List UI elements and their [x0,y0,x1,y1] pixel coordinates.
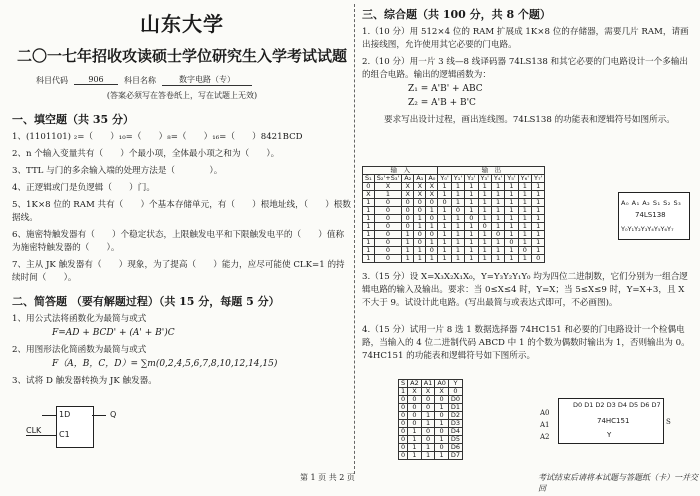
ls138-cell: 1 [518,255,531,263]
ls138-cell: 1 [363,199,375,207]
ff-c1: C1 [59,430,70,439]
hc151-cell: 0 [399,396,408,404]
ls138-cell: 0 [414,199,426,207]
s2-f2: F（A，B，C，D）= ∑m(0,2,4,5,6,7,8,10,12,14,15) [52,359,278,369]
hc151-cell: 1 [435,452,449,460]
ls138-cell: X [363,191,375,199]
hc151-cell: 0 [421,404,435,412]
s1-q4: 4、正逻辑或门是负逻辑（ ）门。 [12,183,155,193]
ls138-cell: 1 [426,239,438,247]
ls138-cell: 0 [402,223,414,231]
hc151-cell: 1 [421,412,435,420]
ls138-cell: 0 [426,215,438,223]
ls138-cell: 1 [465,239,478,247]
section2-title: 二、简答题 （要有解题过程）（共 15 分，每题 5 分） [12,295,280,308]
ls138-cell: 1 [491,199,504,207]
ls138-cell: 1 [465,223,478,231]
hc151-cell: 0 [435,396,449,404]
ls138-cell: 1 [478,199,491,207]
hc151-symbol [558,398,664,444]
s3-q2: 2.（10 分）用一片 3 线—8 线译码器 74LS138 和其它必要的门电路设计一个多输出的组合电路。输出的逻辑函数为： [362,57,689,80]
ls138-header-cell: A₁ [414,175,426,183]
ls138-cell: 1 [518,183,531,191]
hc151-chip-label: 74HC151 [597,417,630,425]
s3-q1: 1.（10 分）用 512×4 位的 RAM 扩展成 1K×8 位的存储器，需要几片 RAM，请画出接线图，允许使用其它必要的门电路。 [362,27,689,50]
ls138-cell: 0 [438,199,451,207]
ls138-cell: 1 [505,223,518,231]
ls138-cell: 1 [451,223,464,231]
ls138-cell: 0 [363,183,375,191]
hc151-cell: 1 [435,404,449,412]
answer-note: (答案必须写在答卷纸上，写在试题上无效) [106,91,258,100]
s2-q1: 1、用公式法将函数化为最简与或式 [12,314,147,324]
ls138-cell: 1 [402,239,414,247]
ls138-cell: 1 [532,183,545,191]
ls138-symbol [618,192,690,240]
ls138-cell: 1 [491,255,504,263]
ls138-cell: 1 [518,223,531,231]
hc151-cell: X [408,388,422,396]
ls138-cell: 1 [518,239,531,247]
ls138-header-cell: Y₃' [478,175,491,183]
ls138-cell: 1 [451,183,464,191]
ls138-cell: 1 [518,207,531,215]
s3-q2b: 要求写出设计过程，画出连线图。74LS138 的功能表和逻辑符号如图所示。 [384,115,675,125]
s1-q1: 1、(1101101) ₂=（ ）₁₀=（ ）₈=（ ）₁₆=（ ）8421BCD [12,132,303,142]
hc151-cell: 1 [408,428,422,436]
ls138-cell: 1 [505,231,518,239]
code-label: 科目代码 [36,75,68,85]
hc151-cell: 1 [421,420,435,428]
ls138-cell: 1 [505,247,518,255]
ls138-cell: 1 [491,215,504,223]
ls138-cell: 1 [438,215,451,223]
footer [0,470,700,493]
ls138-bottom-pins: Y₀Y₁Y₂Y₃Y₄Y₅Y₆Y₇ [621,225,674,233]
ls138-cell: 1 [363,239,375,247]
ls138-cell: 1 [518,215,531,223]
hc151-cell: 0 [435,412,449,420]
ff-q: Q [110,410,117,419]
ls138-cell: 0 [426,247,438,255]
ls138-cell: 0 [491,231,504,239]
ls138-cell: 1 [465,207,478,215]
ls138-cell: 1 [402,247,414,255]
ls138-cell: 1 [478,183,491,191]
ls138-cell: 1 [478,255,491,263]
ls138-cell: 1 [451,215,464,223]
s1-q7: 7、主从 JK 触发器有（ ）现象，为了提高（ ）能力，应尽可能使 CLK=1 的持续时间（ ）。 [12,260,345,283]
s3-q4: 4.（15 分）试用一片 8 选 1 数据选择器 74HC151 和必要的门电路设计一个检偶电路，当输入的 4 位二进制代码 ABCD 中 1 的个数为偶数时输出为 1，否则输出为 0。74HC151 的功能表和逻辑符号如下图所示。 [362,325,690,361]
ls138-cell: 1 [532,215,545,223]
ls138-cell: 0 [402,207,414,215]
hc151-cell: D2 [448,412,462,420]
ls138-cell: 1 [414,215,426,223]
ls138-cell: 1 [478,247,491,255]
ls138-cell: X [374,183,401,191]
ls138-header-cell: A₂ [402,175,414,183]
ls138-cell: 1 [414,255,426,263]
hc151-cell: 0 [399,404,408,412]
hc151-cell: 1 [435,436,449,444]
hc151-cell: D7 [448,452,462,460]
ls138-cell: 1 [465,191,478,199]
z2: Z₂ = A'B + B'C [408,98,476,108]
hc151-cell: 0 [399,452,408,460]
ls138-cell: 1 [363,207,375,215]
ls138-cell: 1 [505,215,518,223]
ls138-input-label: 输 入 [363,167,438,175]
ls138-cell: 1 [532,231,545,239]
ls138-cell: 0 [414,207,426,215]
ls138-cell: 1 [478,191,491,199]
ls138-cell: 0 [505,239,518,247]
ls138-cell: 1 [518,199,531,207]
hc151-cell: X [421,388,435,396]
ls138-cell: 0 [374,247,401,255]
ls138-header-cell: Y₁' [451,175,464,183]
ls138-cell: 1 [491,191,504,199]
hc151-cell: 1 [408,444,422,452]
ls138-cell: X [414,191,426,199]
hc151-cell: 0 [421,428,435,436]
ls138-output-label: 输 出 [438,167,545,175]
s1-q3: 3、TTL 与门的多余输入端的处理方法是（ ）。 [12,166,223,176]
hc151-cell: 1 [421,452,435,460]
hc151-cell: D4 [448,428,462,436]
hc151-cell: 0 [408,396,422,404]
ls138-cell: 1 [532,223,545,231]
ls138-cell: 1 [532,191,545,199]
ls138-cell: 1 [414,247,426,255]
hc151-a1: A1 [540,421,550,429]
ls138-cell: 1 [438,207,451,215]
ls138-cell: X [426,183,438,191]
ls138-cell: 1 [438,255,451,263]
ls138-cell: 0 [465,215,478,223]
subject-label: 科目名称 [124,75,156,85]
hc151-cell: 0 [421,396,435,404]
d-flipflop-diagram [26,406,136,456]
hc151-cell: 1 [399,388,408,396]
hc151-cell: 0 [435,444,449,452]
hc151-cell: X [435,388,449,396]
column-divider [354,4,355,474]
subject-code: 906 [74,75,118,85]
hc151-y: Y [607,431,612,439]
hc151-header-cell: A1 [421,380,435,388]
hc151-cell: 1 [435,420,449,428]
ls138-header-cell: Y₄' [491,175,504,183]
s2-q2: 2、用图形法化简函数为最简与或式 [12,345,147,355]
ls138-cell: 0 [374,239,401,247]
hc151-header-cell: S [399,380,408,388]
ls138-cell: 0 [374,231,401,239]
ls138-cell: 1 [478,207,491,215]
hc151-data-pins: D0 D1 D2 D3 D4 D5 D6 D7 [573,401,661,409]
hc151-row [399,452,463,460]
hc151-cell: 0 [399,428,408,436]
left-column [12,6,352,466]
ls138-cell: 0 [374,207,401,215]
s2-q3: 3、试将 D 触发器转换为 JK 触发器。 [12,376,157,386]
ls138-header-cell: Y₇' [532,175,545,183]
ls138-cell: 1 [438,247,451,255]
ls138-cell: 1 [451,191,464,199]
ls138-cell: 1 [505,255,518,263]
ls138-cell: 1 [363,231,375,239]
ff-1d: 1D [59,410,71,419]
ls138-cell: X [414,183,426,191]
ls138-cell: 0 [532,255,545,263]
ls138-cell: 1 [402,231,414,239]
ls138-cell: 1 [478,231,491,239]
ls138-cell: X [402,183,414,191]
hc151-a0: A0 [540,409,550,417]
section1-title: 一、填空题（共 35 分） [12,113,134,126]
ls138-cell: 1 [363,255,375,263]
ls138-cell: 1 [505,207,518,215]
ls138-cell: 1 [491,207,504,215]
hc151-cell: 0 [448,388,462,396]
ls138-cell: 1 [363,223,375,231]
right-column [362,6,692,476]
ls138-cell: 1 [465,183,478,191]
ls138-header-cell: Y₅' [505,175,518,183]
ls138-cell: 1 [491,247,504,255]
ls138-cell: 1 [491,223,504,231]
ls138-table-wrap [362,166,545,263]
ls138-cell: X [426,191,438,199]
hc151-cell: 0 [399,420,408,428]
s1-q6: 6、施密特触发器有（ ）个稳定状态，上限触发电平和下限触发电平的（ ）值称为施密特触发器的（ ）。 [12,230,345,253]
ls138-cell: 1 [518,231,531,239]
ls138-cell: 1 [518,191,531,199]
hc151-cell: D1 [448,404,462,412]
s2-f1: F=AD + BCD' + (A' + B')C [52,328,175,338]
hc151-cell: D3 [448,420,462,428]
ls138-row [363,255,545,263]
ls138-cell: 1 [491,239,504,247]
hc151-cell: 0 [399,444,408,452]
hc151-header-cell: Y [448,380,462,388]
ls138-header-cell: Y₀' [438,175,451,183]
subject-name: 数字电路（专） [162,74,252,86]
hc151-truth-table [398,379,463,460]
hc151-cell: 1 [408,436,422,444]
ls138-cell: 1 [363,247,375,255]
ls138-cell: 1 [451,247,464,255]
ls138-cell: 0 [518,247,531,255]
ls138-cell: 1 [426,223,438,231]
ls138-cell: 1 [438,183,451,191]
ls138-cell: 1 [478,215,491,223]
ls138-cell: 1 [465,199,478,207]
ls138-cell: 0 [414,239,426,247]
hc151-header-cell: A2 [408,380,422,388]
hc151-header-cell: A0 [435,380,449,388]
ls138-cell: 1 [532,239,545,247]
ls138-cell: 1 [451,255,464,263]
ls138-cell: 1 [451,239,464,247]
ls138-truth-table [362,166,545,263]
hc151-cell: 0 [399,436,408,444]
ls138-cell: 1 [363,215,375,223]
hc151-a2: A2 [540,433,550,441]
ls138-chip-label: 74LS138 [635,211,666,219]
ls138-cell: 0 [374,215,401,223]
exam-title: 二〇一七年招收攻读硕士学位研究生入学考试试题 [16,47,347,65]
section3-title: 三、综合题（共 100 分，共 8 个题） [362,8,551,21]
hc151-cell: D6 [448,444,462,452]
ls138-cell: 1 [465,247,478,255]
ls138-cell: X [402,191,414,199]
ls138-header-cell: S₂'+S₃' [374,175,401,183]
hc151-cell: 0 [408,404,422,412]
ls138-cell: 1 [532,199,545,207]
ls138-cell: 1 [505,191,518,199]
ls138-cell: 0 [426,231,438,239]
ls138-cell: 1 [426,207,438,215]
ls138-header-cell: S₁ [363,175,375,183]
ls138-cell: 1 [402,255,414,263]
ls138-header-cell: Y₂' [465,175,478,183]
ls138-cell: 1 [451,199,464,207]
ls138-cell: 1 [414,223,426,231]
hc151-table-wrap [398,379,463,460]
hc151-cell: 1 [421,444,435,452]
ls138-cell: 1 [438,231,451,239]
hc151-cell: D0 [448,396,462,404]
subject-meta [12,74,352,86]
ls138-cell: 1 [426,255,438,263]
hc151-s: S [666,418,671,426]
hc151-cell: 0 [408,412,422,420]
ls138-top-pins: A₀ A₁ A₂ S₁ S₂ S₃ [621,199,682,207]
hc151-cell: 1 [408,452,422,460]
s1-q2: 2、n 个输入变量共有（ ）个最小项，全体最小项之和为（ ）。 [12,149,280,159]
hc151-cell: 0 [435,428,449,436]
ls138-header-cell: Y₆' [518,175,531,183]
ls138-header-cell: A₀ [426,175,438,183]
ls138-cell: 0 [374,223,401,231]
ls138-cell: 1 [451,231,464,239]
ls138-cell: 1 [438,239,451,247]
return-notice: 考试结束后请将本试题与答题纸（卡）一并交回 [538,473,698,493]
ls138-cell: 1 [478,239,491,247]
z1: Z₁ = A'B' + ABC [408,84,483,94]
ff-clk: CLK [26,426,42,435]
ls138-cell: 0 [402,215,414,223]
hc151-cell: 0 [408,420,422,428]
ls138-cell: 0 [478,223,491,231]
ls138-cell: 1 [438,223,451,231]
ls138-cell: 1 [505,199,518,207]
ls138-cell: 0 [426,199,438,207]
ls138-cell: 0 [374,199,401,207]
ls138-cell: 1 [438,191,451,199]
ls138-cell: 0 [374,255,401,263]
hc151-cell: 0 [421,436,435,444]
ls138-cell: 1 [532,207,545,215]
ls138-cell: 0 [414,231,426,239]
hc151-cell: 0 [399,412,408,420]
hc151-cell: D5 [448,436,462,444]
ls138-cell: 1 [374,191,401,199]
s1-q5: 5、1K×8 位的 RAM 共有（ ）个基本存储单元，有（ ）根地址线，（ ）根数据线。 [12,200,351,223]
school-name: 山东大学 [140,12,224,36]
ls138-cell: 1 [465,255,478,263]
s3-q3: 3.（15 分）设 X=X₃X₂X₁X₀，Y=Y₃Y₂Y₁Y₀ 均为四位二进制数，它们分别为一组合逻辑电路的输入及输出。要求：当 0≤X≤4 时，Y=X；当 5≤X≤9 时，Y=X+3，且 X 不大于 9。试设计此电路。(写出最简与或表达式即可，不必画图)。 [362,272,688,308]
ls138-cell: 1 [532,247,545,255]
ls138-cell: 1 [465,231,478,239]
page-number: 第 1 页 共 2 页 [300,473,355,482]
ls138-cell: 1 [491,183,504,191]
ls138-cell: 1 [505,183,518,191]
ls138-cell: 0 [451,207,464,215]
ls138-cell: 0 [402,199,414,207]
